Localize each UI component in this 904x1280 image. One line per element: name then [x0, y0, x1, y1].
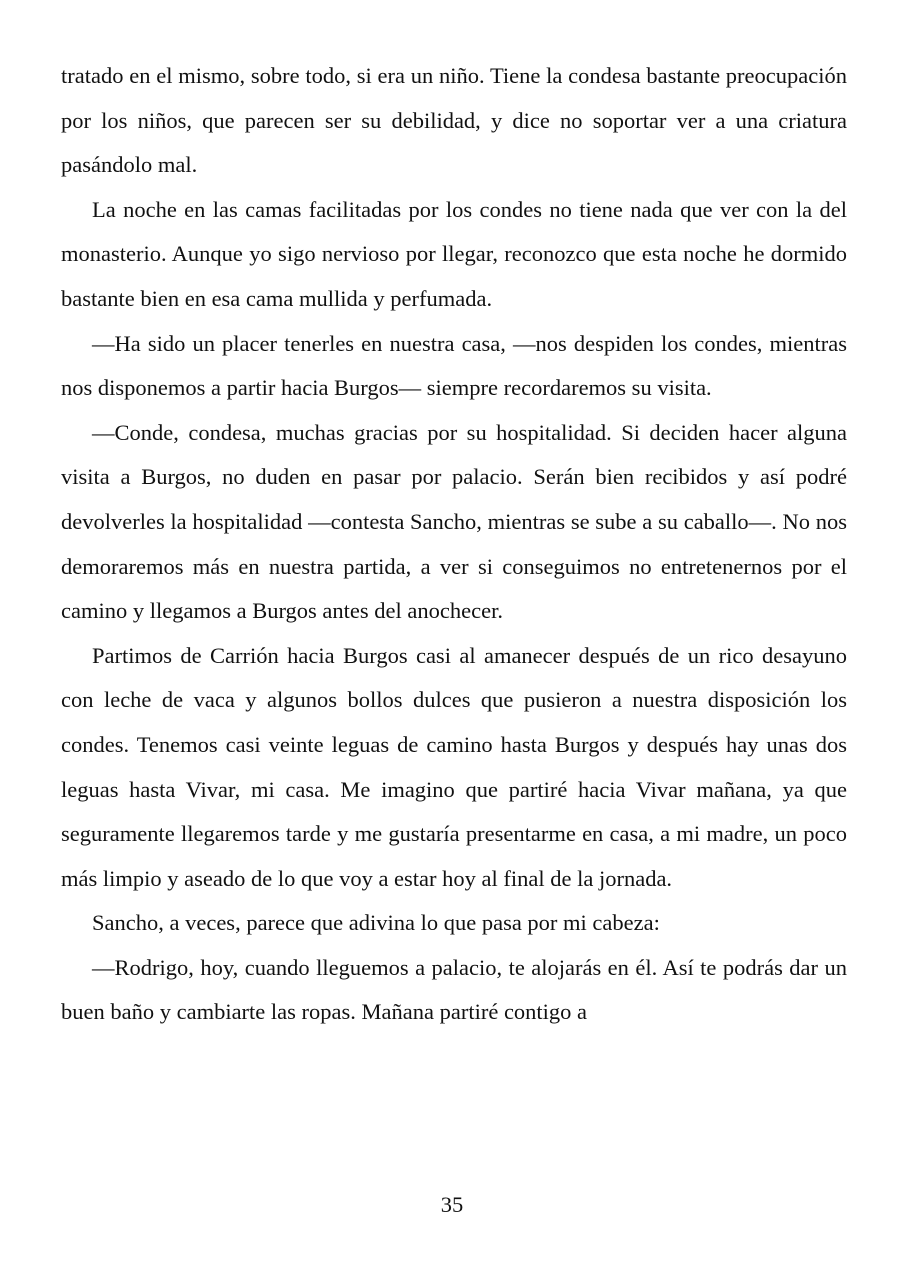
dialogue-paragraph: —Rodrigo, hoy, cuando lleguemos a palacio, te alojarás en él. Así te podrás dar un buen baño y cambiarte las ropas. Mañana partiré contigo a — [61, 954, 847, 1025]
paragraph: La noche en las camas facilitadas por los condes no tiene nada que ver con la del monasterio. Aunque yo sigo nervioso por llegar, reconozco que esta noche he dormido bastante bien en esa cama mullida y perfumada. — [61, 196, 847, 311]
paragraph-continuation: tratado en el mismo, sobre todo, si era un niño. Tiene la condesa bastante preocupación por los niños, que parecen ser su debilidad, y dice no soportar ver a una criatura pasándolo mal. — [61, 63, 847, 178]
dialogue-paragraph: —Ha sido un placer tenerles en nuestra casa, —nos despiden los condes, mientras nos disponemos a partir hacia Burgos— siempre recordaremos su visita. — [61, 330, 847, 401]
paragraph: Sancho, a veces, parece que adivina lo que pasa por mi cabeza: — [92, 910, 660, 936]
dialogue-paragraph: —Conde, condesa, muchas gracias por su hospitalidad. Si deciden hacer alguna visita a Burgos, no duden en pasar por palacio. Serán bien recibidos y así podré devolverles la hospitalidad —contesta Sancho, mientras se sube a su caballo—. No nos demoraremos más en nuestra partida, a ver si conseguimos no entretenernos por el camino y llegamos a Burgos antes del anochecer. — [61, 419, 847, 624]
paragraph: Partimos de Carrión hacia Burgos casi al amanecer después de un rico desayuno con leche de vaca y algunos bollos dulces que pusieron a nuestra disposición los condes. Tenemos casi veinte leguas de camino hasta Burgos y después hay unas dos leguas hasta Vivar, mi casa. Me imagino que partiré hacia Vivar mañana, ya que seguramente llegaremos tarde y me gustaría presentarme en casa, a mi madre, un poco más limpio y aseado de lo que voy a estar hoy al final de la jornada. — [61, 642, 847, 891]
page-body — [61, 54, 847, 1035]
page-number: 35 — [440, 1192, 464, 1217]
